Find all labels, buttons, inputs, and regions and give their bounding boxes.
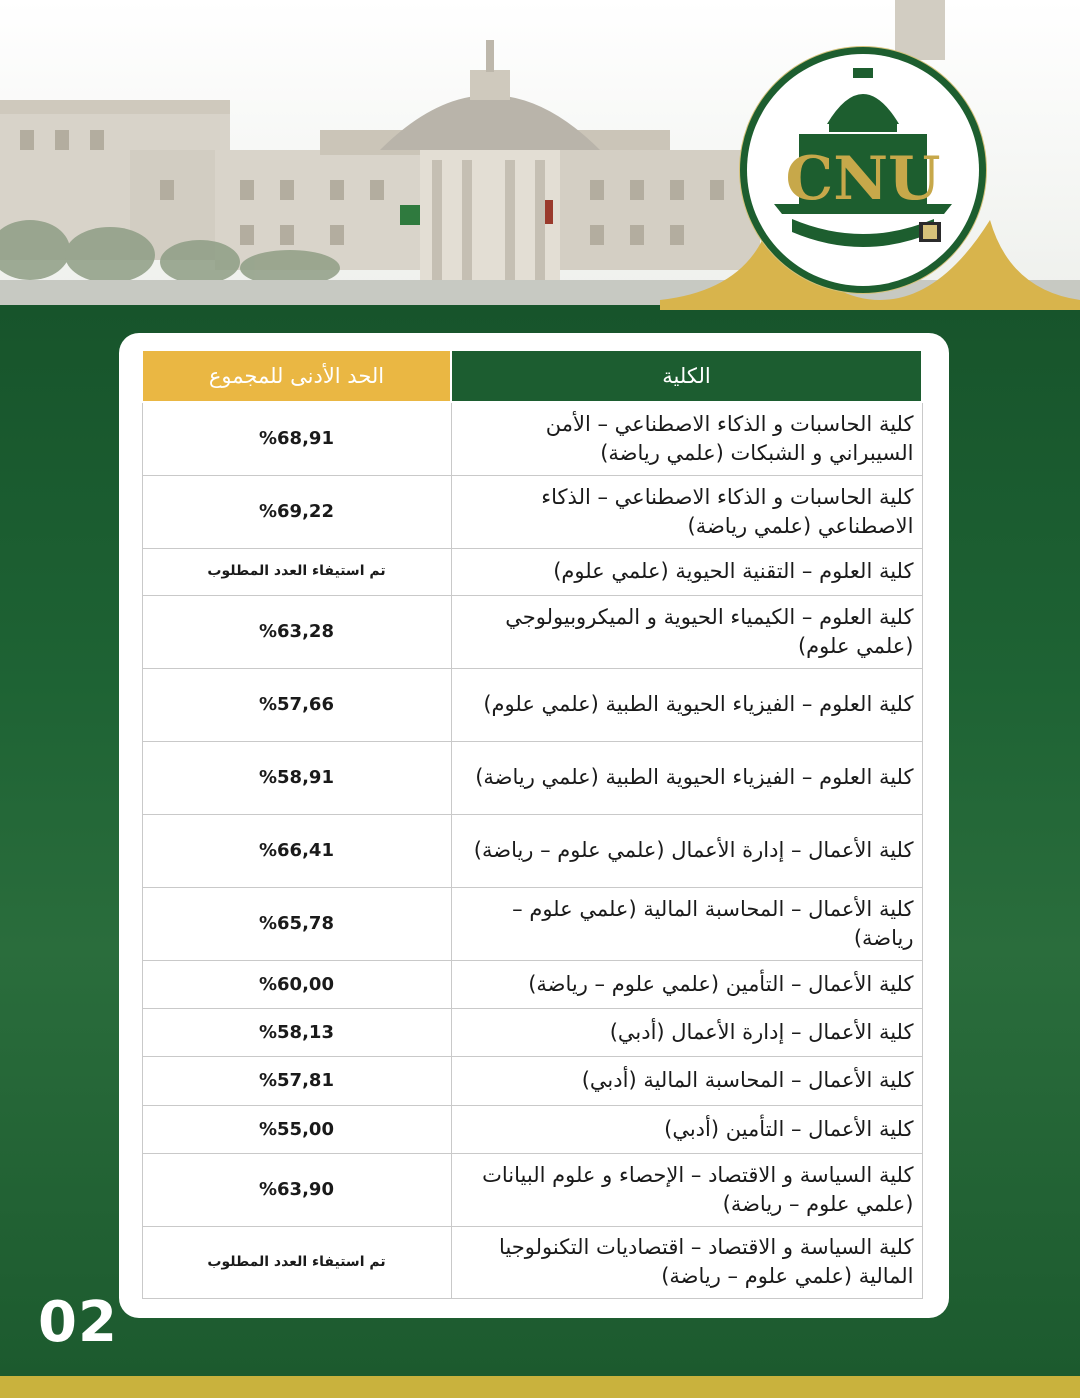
table-row [142, 1056, 922, 1105]
table-row [142, 1008, 922, 1056]
table-row [142, 1105, 922, 1153]
table-row [142, 1153, 922, 1226]
faculty-cell: كلية العلوم – الفيزياء الحيوية الطبية (علمي علوم) [451, 668, 922, 741]
faculty-cell: كلية الأعمال – المحاسبة المالية (علمي علوم – رياضة) [451, 887, 922, 960]
faculty-cell: كلية الأعمال – إدارة الأعمال (علمي علوم – رياضة) [451, 814, 922, 887]
cnu-logo-icon [747, 54, 979, 286]
min-total-cell: %65,78 [142, 887, 451, 960]
faculty-cell: كلية السياسة و الاقتصاد – اقتصاديات التكنولوجيا المالية (علمي علوم – رياضة) [451, 1226, 922, 1298]
faculty-cell: كلية الحاسبات و الذكاء الاصطناعي – الذكاء الاصطناعي (علمي رياضة) [451, 475, 922, 548]
min-total-cell: %55,00 [142, 1105, 451, 1153]
min-total-cell: %60,00 [142, 960, 451, 1008]
faculty-cell: كلية الأعمال – إدارة الأعمال (أدبي) [451, 1008, 922, 1056]
page-number: 02 [38, 1290, 118, 1355]
faculty-cell: كلية الحاسبات و الذكاء الاصطناعي – الأمن السيبراني و الشبكات (علمي رياضة) [451, 402, 922, 475]
university-logo [740, 47, 986, 293]
min-total-cell: %68,91 [142, 402, 451, 475]
table-row [142, 668, 922, 741]
min-total-cell: تم استيفاء العدد المطلوب [142, 548, 451, 595]
table-row [142, 548, 922, 595]
min-total-cell: تم استيفاء العدد المطلوب [142, 1226, 451, 1298]
min-total-cell: %63,28 [142, 595, 451, 668]
faculty-cell: كلية الأعمال – التأمين (علمي علوم – رياضة) [451, 960, 922, 1008]
table-row [142, 741, 922, 814]
faculty-cell: كلية الأعمال – المحاسبة المالية (أدبي) [451, 1056, 922, 1105]
table-header-row [142, 350, 922, 402]
header-faculty: الكلية [451, 350, 922, 402]
results-table [141, 349, 923, 1299]
faculty-cell: كلية العلوم – الفيزياء الحيوية الطبية (علمي رياضة) [451, 741, 922, 814]
min-total-cell: %57,81 [142, 1056, 451, 1105]
table-row [142, 475, 922, 548]
min-total-cell: %58,91 [142, 741, 451, 814]
logo-text: CNU [785, 144, 941, 214]
min-total-cell: %63,90 [142, 1153, 451, 1226]
min-total-cell: %58,13 [142, 1008, 451, 1056]
header-min-total: الحد الأدنى للمجموع [142, 350, 451, 402]
faculty-cell: كلية الأعمال – التأمين (أدبي) [451, 1105, 922, 1153]
faculty-cell: كلية العلوم – التقنية الحيوية (علمي علوم) [451, 548, 922, 595]
min-total-cell: %69,22 [142, 475, 451, 548]
min-total-cell: %57,66 [142, 668, 451, 741]
table-row [142, 887, 922, 960]
faculty-cell: كلية السياسة و الاقتصاد – الإحصاء و علوم البيانات (علمي علوم – رياضة) [451, 1153, 922, 1226]
faculty-cell: كلية العلوم – الكيمياء الحيوية و الميكروبيولوجي (علمي علوم) [451, 595, 922, 668]
bottom-gold-bar [0, 1376, 1080, 1398]
table-row [142, 1226, 922, 1298]
min-total-cell: %66,41 [142, 814, 451, 887]
table-row [142, 595, 922, 668]
table-row [142, 402, 922, 475]
results-card [119, 333, 949, 1318]
table-row [142, 814, 922, 887]
table-row [142, 960, 922, 1008]
